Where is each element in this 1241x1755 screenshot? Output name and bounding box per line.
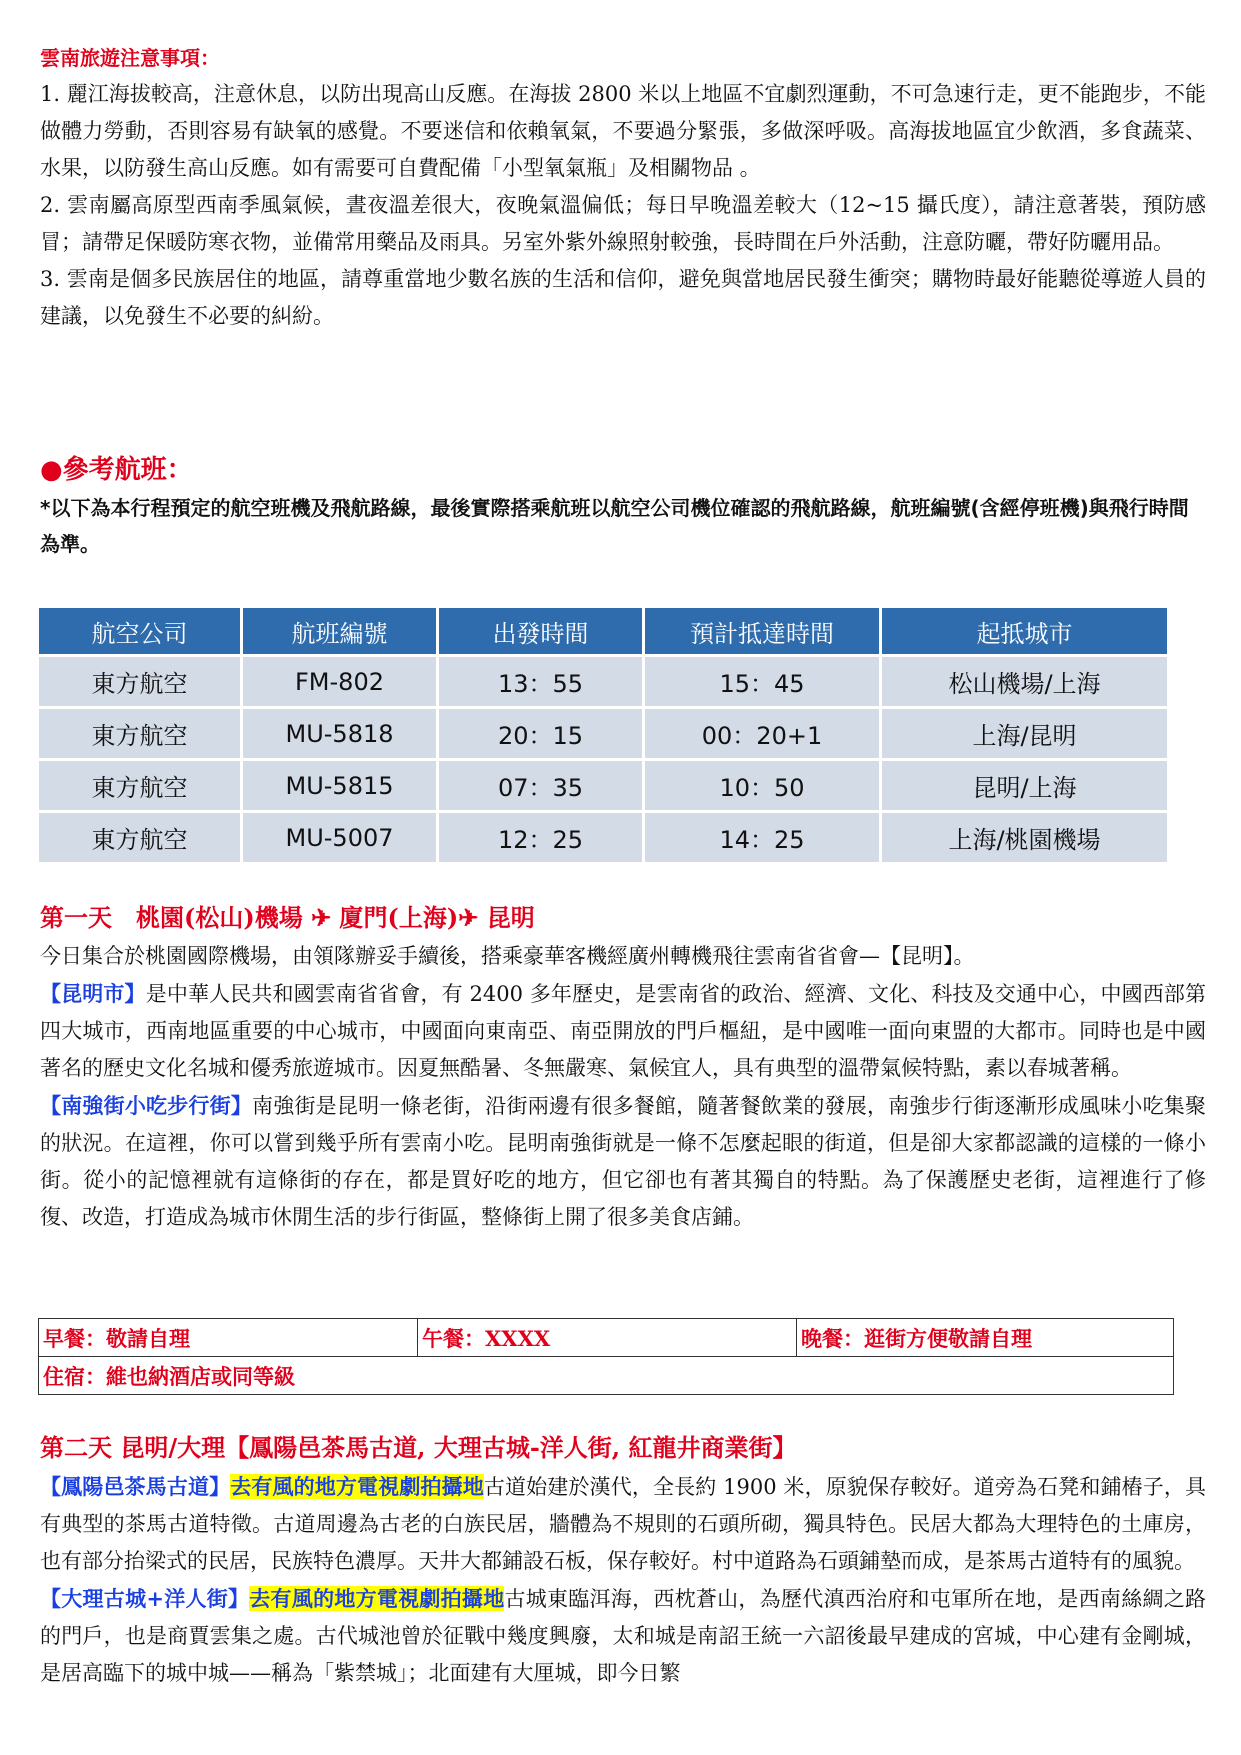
flights-note: *以下為本行程預定的航空班機及飛航路線，最後實際搭乘航班以航空公司機位確認的飛航路線，航班編號(含經停班機)與飛行時間為準。	[40, 496, 1189, 556]
street-text: 南強街是昆明一條老街，沿街兩邊有很多餐館，隨著餐飲業的發展，南強步行街逐漸形成風味小吃集聚的狀況。在這裡，你可以嘗到幾乎所有雲南小吃。昆明南強街就是一條不怎麼起眼的街道，但是卻大家都認識的這樣的一條小街。從小的記憶裡就有這條街的存在，都是買好吃的地方，但它卻也有著其獨自的特點。為了保護歷史老街，這裡進行了修復、改造，打造成為城市休閒生活的步行街區，整條街上開了很多美食店鋪。	[40, 1094, 1207, 1229]
road-highlight: 去有風的地方電視劇拍攝地	[230, 1474, 484, 1499]
travel-note-2: 2. 雲南屬高原型西南季風氣候，晝夜溫差很大，夜晚氣溫偏低；每日早晚溫差較大（12~15 攝氏度），請注意著裝，預防感冒；請帶足保暖防寒衣物，並備常用藥品及雨具。另室外紫外線照射較強，長時間在戶外活動，注意防曬，帶好防曬用品。	[40, 193, 1206, 254]
travel-notes-section	[40, 40, 1206, 335]
flight-no-cell: MU-5818	[243, 709, 436, 758]
day2-city-paragraph	[40, 1580, 1206, 1692]
day1-kunming-paragraph	[40, 975, 1206, 1087]
header-route: 起抵城市	[882, 608, 1167, 654]
travel-note-3: 3. 雲南是個多民族居住的地區，請尊重當地少數名族的生活和信仰，避免與當地居民發生衝突；購物時最好能聽從導遊人員的建議，以免發生不必要的糾紛。	[40, 267, 1206, 328]
travel-notes-title: 雲南旅遊注意事項：	[40, 46, 220, 70]
header-depart: 出發時間	[439, 608, 642, 654]
table-row	[39, 709, 1167, 758]
route-cell: 松山機場/上海	[882, 657, 1167, 706]
day2-road-paragraph	[40, 1468, 1206, 1580]
day1-meals-table	[38, 1318, 1174, 1395]
road-tag: 【鳳陽邑茶馬古道】	[40, 1474, 231, 1499]
road-text: 古道始建於漢代，全長約 1900 米，原貌保存較好。道旁為石凳和鋪樁子，具有典型的茶馬古道特徵。古道周邊為古老的白族民居，牆體為不規則的石頭所砌，獨具特色。民居大都為大理特色的土庫房，也有部分抬梁式的民居，民族特色濃厚。天井大都鋪設石板，保存較好。村中道路為石頭鋪墊而成，是茶馬古道特有的風貌。	[40, 1475, 1207, 1573]
travel-note-1: 1. 麗江海拔較高，注意休息，以防出現高山反應。在海拔 2800 米以上地區不宜劇烈運動，不可急速行走，更不能跑步，不能做體力勞動，否則容易有缺氧的感覺。不要迷信和依賴氧氣，不要過分緊張，多做深呼吸。高海拔地區宜少飲酒，多食蔬菜、水果，以防發生高山反應。如有需要可自費配備「小型氧氣瓶」及相關物品 。	[40, 82, 1206, 180]
depart-cell: 07：35	[439, 761, 642, 810]
flights-title: ●參考航班：	[40, 455, 193, 485]
table-row	[39, 761, 1167, 810]
street-tag: 【南強街小吃步行街】	[40, 1093, 253, 1118]
hotel-cell: 住宿：維也納酒店或同等級	[39, 1357, 1174, 1395]
header-flight-no: 航班編號	[243, 608, 436, 654]
header-airline: 航空公司	[39, 608, 240, 654]
airline-cell: 東方航空	[39, 761, 240, 810]
arrive-cell: 14：25	[645, 813, 879, 862]
day1-title: 第一天 桃園(松山)機場 ✈ 廈門(上海)✈ 昆明	[40, 903, 535, 932]
breakfast-cell: 早餐：敬請自理	[39, 1319, 418, 1357]
meals-row	[39, 1319, 1174, 1357]
flights-table	[36, 605, 1170, 865]
route-cell: 上海/桃園機場	[882, 813, 1167, 862]
arrive-cell: 15：45	[645, 657, 879, 706]
arrive-cell: 00：20+1	[645, 709, 879, 758]
hotel-row	[39, 1357, 1174, 1395]
depart-cell: 13：55	[439, 657, 642, 706]
airline-cell: 東方航空	[39, 709, 240, 758]
city-tag: 【大理古城+洋人街】	[40, 1586, 250, 1611]
kunming-tag: 【昆明市】	[40, 981, 146, 1006]
day1-section	[40, 898, 1206, 1236]
day2-section	[40, 1428, 1206, 1692]
depart-cell: 20：15	[439, 709, 642, 758]
day2-title: 第二天 昆明/大理【鳳陽邑茶馬古道, 大理古城-洋人街, 紅龍井商業街】	[40, 1433, 797, 1462]
flight-no-cell: FM-802	[243, 657, 436, 706]
header-arrive: 預計抵達時間	[645, 608, 879, 654]
table-row	[39, 813, 1167, 862]
lunch-cell: 午餐：XXXX	[418, 1319, 797, 1357]
arrive-cell: 10：50	[645, 761, 879, 810]
depart-cell: 12：25	[439, 813, 642, 862]
flights-header-row	[39, 608, 1167, 654]
route-cell: 昆明/上海	[882, 761, 1167, 810]
city-text: 古城東臨洱海，西枕蒼山，為歷代滇西治府和屯軍所在地，是西南絲綢之路的門戶，也是商賈雲集之處。古代城池曾於征戰中幾度興廢，太和城是南詔王統一六詔後最早建成的宮城，中心建有金剛城，是居高臨下的城中城——稱為「紫禁城」；北面建有大厘城，即今日繁	[40, 1587, 1206, 1685]
table-row	[39, 657, 1167, 706]
day1-street-paragraph	[40, 1087, 1206, 1236]
kunming-text: 是中華人民共和國雲南省省會，有 2400 多年歷史，是雲南省的政治、經濟、文化、科技及交通中心，中國西部第四大城市，西南地區重要的中心城市，中國面向東南亞、南亞開放的門戶樞紐，是中國唯一面向東盟的大都市。同時也是中國著名的歷史文化名城和優秀旅遊城市。因夏無酷暑、冬無嚴寒、氣候宜人，具有典型的溫帶氣候特點，素以春城著稱。	[40, 982, 1207, 1080]
day1-intro: 今日集合於桃園國際機場，由領隊辦妥手續後，搭乘豪華客機經廣州轉機飛往雲南省省會—【昆明】。	[40, 944, 975, 968]
flights-section	[40, 450, 1206, 562]
airline-cell: 東方航空	[39, 657, 240, 706]
airline-cell: 東方航空	[39, 813, 240, 862]
flight-no-cell: MU-5007	[243, 813, 436, 862]
route-cell: 上海/昆明	[882, 709, 1167, 758]
flight-no-cell: MU-5815	[243, 761, 436, 810]
dinner-cell: 晚餐：逛街方便敬請自理	[797, 1319, 1174, 1357]
city-highlight: 去有風的地方電視劇拍攝地	[249, 1586, 505, 1611]
